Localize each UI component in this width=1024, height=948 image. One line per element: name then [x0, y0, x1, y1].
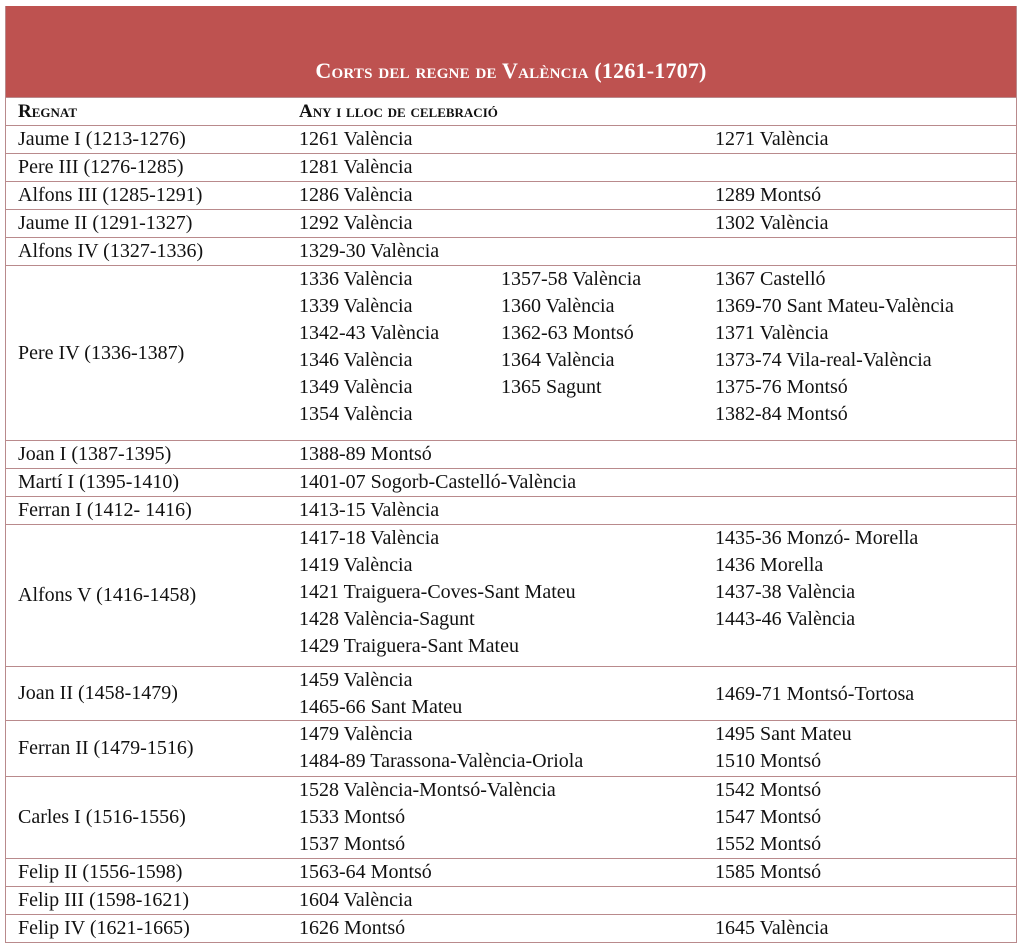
- celebration-entry: 1365 Sagunt: [501, 376, 602, 398]
- regnat-cell: Alfons IV (1327-1336): [18, 240, 204, 262]
- regnat-cell: Pere IV (1336-1387): [18, 341, 185, 364]
- table-row: [6, 125, 1016, 153]
- any-lloc-cell: [299, 210, 1016, 237]
- celebration-column-c1: [299, 469, 576, 496]
- any-lloc-cell: [299, 777, 1016, 858]
- celebration-entry: 1281 València: [299, 156, 413, 178]
- celebration-entry: 1585 Montsó: [715, 861, 822, 883]
- celebration-column-c1: [299, 182, 413, 209]
- celebration-entry: 1510 Montsó: [715, 750, 822, 772]
- table-row: [6, 265, 1016, 440]
- table-row: [6, 858, 1016, 886]
- celebration-entry: 1417-18 València: [299, 527, 440, 549]
- celebration-column-c3: [715, 859, 821, 886]
- celebration-column-c3: [715, 210, 829, 237]
- table-row: [6, 914, 1016, 942]
- celebration-entry: 1289 Montsó: [715, 184, 822, 206]
- celebration-entry: 1469-71 Montsó-Tortosa: [715, 683, 915, 705]
- any-lloc-cell: [299, 266, 1016, 440]
- celebration-column-c1: [299, 266, 439, 428]
- celebration-entry: 1413-15 València: [299, 499, 440, 521]
- celebration-entry: 1484-89 Tarassona-València-Oriola: [299, 750, 584, 772]
- celebration-column-c3: [715, 182, 821, 209]
- celebration-entry: 1329-30 València: [299, 240, 440, 262]
- table-row: [6, 666, 1016, 720]
- celebration-column-c1: [299, 667, 462, 721]
- celebration-column-c1: [299, 777, 556, 858]
- any-lloc-cell: [299, 238, 1016, 265]
- regnat-cell: Jaume I (1213-1276): [18, 128, 186, 150]
- regnat-cell: Ferran I (1412- 1416): [18, 499, 192, 521]
- celebration-entry: 1302 València: [715, 212, 829, 234]
- table-title: Corts del regne de València (1261-1707): [6, 6, 1016, 97]
- celebration-column-c3: [715, 721, 852, 775]
- celebration-entry: 1357-58 València: [501, 268, 642, 290]
- celebration-entry: 1375-76 Montsó: [715, 376, 848, 398]
- celebration-column-c1: [299, 238, 439, 265]
- any-lloc-cell: [299, 469, 1016, 496]
- celebration-entry: 1645 València: [715, 917, 829, 939]
- regnat-cell: Joan II (1458-1479): [18, 682, 178, 704]
- celebration-entry: 1479 València: [299, 723, 413, 745]
- any-lloc-cell: [299, 182, 1016, 209]
- celebration-entry: 1563-64 Montsó: [299, 861, 432, 883]
- celebration-entry: 1286 València: [299, 184, 413, 206]
- celebration-entry: 1443-46 València: [715, 608, 856, 630]
- celebration-column-c1: [299, 497, 439, 524]
- celebration-entry: 1435-36 Monzó- Morella: [715, 527, 919, 549]
- any-lloc-cell: [299, 859, 1016, 886]
- column-header-row: [6, 97, 1016, 125]
- celebration-column-c1: [299, 441, 432, 468]
- celebration-entry: 1436 Morella: [715, 554, 824, 576]
- celebration-column-c1: [299, 126, 413, 153]
- celebration-entry: 1388-89 Montsó: [299, 443, 432, 465]
- header-regnat: Regnat: [18, 100, 77, 122]
- celebration-entry: 1401-07 Sogorb-Castelló-València: [299, 471, 577, 493]
- table-body: [6, 125, 1016, 942]
- celebration-entry: 1547 Montsó: [715, 806, 822, 828]
- celebration-entry: 1360 València: [501, 295, 615, 317]
- regnat-cell: Felip IV (1621-1665): [18, 917, 190, 939]
- celebration-entry: 1626 Montsó: [299, 917, 406, 939]
- celebration-column-c2: [501, 266, 641, 401]
- regnat-cell: Alfons V (1416-1458): [18, 584, 197, 606]
- celebration-entry: 1437-38 València: [715, 581, 856, 603]
- any-lloc-cell: [299, 154, 1016, 181]
- table-row: [6, 886, 1016, 914]
- regnat-cell: Felip III (1598-1621): [18, 889, 190, 911]
- regnat-cell: Carles I (1516-1556): [18, 806, 186, 828]
- celebration-entry: 1459 València: [299, 669, 413, 691]
- table-row: [6, 496, 1016, 524]
- regnat-cell: Jaume II (1291-1327): [18, 212, 193, 234]
- header-any-lloc: Any i lloc de celebració: [299, 100, 498, 122]
- regnat-cell: Joan I (1387-1395): [18, 443, 172, 465]
- any-lloc-cell: [299, 441, 1016, 468]
- regnat-cell: Pere III (1276-1285): [18, 156, 184, 178]
- regnat-cell: Felip II (1556-1598): [18, 861, 183, 883]
- celebration-column-c1: [299, 859, 432, 886]
- celebration-entry: 1339 València: [299, 295, 413, 317]
- table-row: [6, 153, 1016, 181]
- any-lloc-cell: [299, 525, 1016, 666]
- celebration-entry: 1604 València: [299, 889, 413, 911]
- any-lloc-cell: [299, 915, 1016, 942]
- table-row: [6, 524, 1016, 666]
- celebration-entry: 1292 València: [299, 212, 413, 234]
- celebration-entry: 1369-70 Sant Mateu-València: [715, 295, 954, 317]
- celebration-entry: 1421 Traiguera-Coves-Sant Mateu: [299, 581, 576, 603]
- celebration-entry: 1354 València: [299, 403, 413, 425]
- celebration-entry: 1373-74 Vila-real-València: [715, 349, 932, 371]
- celebration-column-c1: [299, 525, 576, 660]
- celebration-entry: 1419 València: [299, 554, 413, 576]
- celebration-entry: 1465-66 Sant Mateu: [299, 696, 463, 718]
- celebration-column-c1: [299, 887, 413, 914]
- celebration-entry: 1364 València: [501, 349, 615, 371]
- celebration-entry: 1362-63 Montsó: [501, 322, 634, 344]
- regnat-cell: Martí I (1395-1410): [18, 471, 180, 493]
- celebration-column-c1: [299, 721, 583, 775]
- celebration-column-c1: [299, 915, 405, 942]
- celebration-column-c3: [715, 525, 918, 633]
- celebration-entry: 1552 Montsó: [715, 833, 822, 855]
- celebration-entry: 1429 Traiguera-Sant Mateu: [299, 635, 519, 657]
- celebration-entry: 1336 València: [299, 268, 413, 290]
- celebration-entry: 1428 València-Sagunt: [299, 608, 475, 630]
- celebration-entry: 1371 València: [715, 322, 829, 344]
- celebration-column-c3: [715, 266, 954, 428]
- any-lloc-cell: [299, 126, 1016, 153]
- celebration-entry: 1261 València: [299, 128, 413, 150]
- celebration-column-c3: [715, 126, 829, 153]
- any-lloc-cell: [299, 721, 1016, 776]
- any-lloc-cell: [299, 497, 1016, 524]
- celebration-entry: 1495 Sant Mateu: [715, 723, 852, 745]
- celebration-entry: 1528 València-Montsó-València: [299, 779, 556, 801]
- celebration-entry: 1342-43 València: [299, 322, 440, 344]
- regnat-cell: Ferran II (1479-1516): [18, 737, 194, 759]
- table-row: [6, 440, 1016, 468]
- table-row: [6, 468, 1016, 496]
- corts-table: [5, 6, 1017, 943]
- celebration-column-c1: [299, 210, 413, 237]
- celebration-column-c3: [715, 681, 914, 708]
- any-lloc-cell: [299, 887, 1016, 914]
- celebration-entry: 1346 València: [299, 349, 413, 371]
- celebration-entry: 1271 València: [715, 128, 829, 150]
- table-row: [6, 237, 1016, 265]
- celebration-entry: 1349 València: [299, 376, 413, 398]
- table-row: [6, 209, 1016, 237]
- celebration-entry: 1533 Montsó: [299, 806, 406, 828]
- celebration-entry: 1367 Castelló: [715, 268, 826, 290]
- celebration-entry: 1537 Montsó: [299, 833, 406, 855]
- celebration-entry: 1382-84 Montsó: [715, 403, 848, 425]
- regnat-cell: Alfons III (1285-1291): [18, 184, 203, 206]
- celebration-column-c3: [715, 915, 829, 942]
- celebration-column-c3: [715, 777, 821, 858]
- celebration-entry: 1542 Montsó: [715, 779, 822, 801]
- table-row: [6, 776, 1016, 858]
- celebration-column-c1: [299, 154, 413, 181]
- table-row: [6, 181, 1016, 209]
- any-lloc-cell: [299, 667, 1016, 720]
- table-row: [6, 720, 1016, 776]
